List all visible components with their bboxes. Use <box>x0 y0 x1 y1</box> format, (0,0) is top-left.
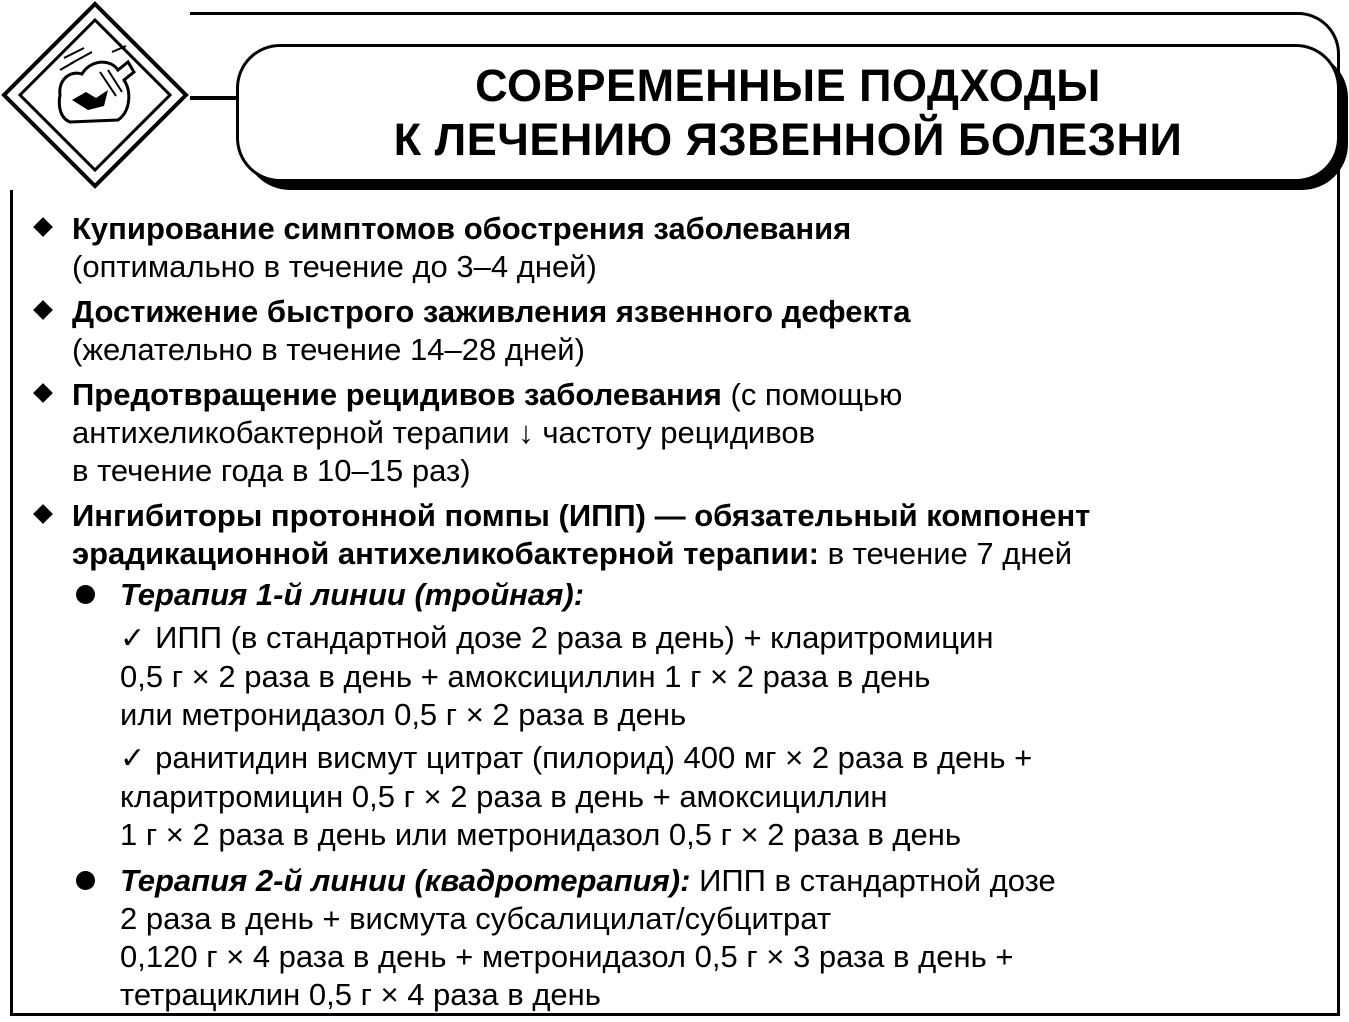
checkmark-icon: ✓ <box>120 742 146 775</box>
item-text: антихеликобактерной терапии ↓ частоту рецидивов <box>72 415 816 450</box>
therapy-2 <box>70 862 1334 1014</box>
item-text: в течение 7 дней <box>827 536 1073 571</box>
therapy-title: Терапия 1-й линии (тройная): <box>120 577 585 612</box>
therapy-text: 1 г × 2 раза в день или метронидазол 0,5 г × 2 раза в день <box>120 817 961 852</box>
therapy-text: ИПП (в стандартной дозе 2 раза в день) + кларитромицин <box>155 620 994 655</box>
therapy-text: тетрациклин 0,5 г × 4 раза в день <box>120 977 601 1012</box>
therapy-text: кларитромицин 0,5 г × 2 раза в день + амоксициллин <box>120 779 888 814</box>
diamond-bullet-icon <box>33 504 53 524</box>
therapy-text: ИПП в стандартной дозе <box>699 863 1056 898</box>
therapy-text: 0,120 г × 4 раза в день + метронидазол 0,5 г × 3 раза в день + <box>120 939 1014 974</box>
therapy-text: 0,5 г × 2 раза в день + амоксициллин 1 г × 2 раза в день <box>120 659 931 694</box>
list-item <box>34 210 1334 286</box>
list-item <box>34 293 1334 369</box>
therapy-title: Терапия 2-й линии (квадротерапия): <box>120 863 691 898</box>
round-bullet-icon <box>76 871 95 890</box>
checkmark-icon: ✓ <box>120 622 146 655</box>
therapy-option <box>120 739 1334 854</box>
item-text: (с помощью <box>730 377 903 412</box>
emblem <box>0 0 190 190</box>
item-text: (желательно в течение 14–28 дней) <box>72 332 585 367</box>
item-heading: Предотвращение рецидивов заболевания <box>72 377 722 412</box>
page-title-line-2: К ЛЕЧЕНИЮ ЯЗВЕННОЙ БОЛЕЗНИ <box>393 114 1183 165</box>
list-item <box>34 497 1334 573</box>
therapy-1 <box>70 576 1334 854</box>
round-bullet-icon <box>76 585 95 604</box>
content <box>34 210 1334 1014</box>
item-heading: Ингибиторы протонной помпы (ИПП) — обязательный компонент <box>72 498 1091 533</box>
therapy-option <box>120 619 1334 734</box>
therapy-text: или метронидазол 0,5 г × 2 раза в день <box>120 697 687 732</box>
title-banner <box>236 44 1340 182</box>
item-text: в течение года в 10–15 раз) <box>72 453 471 488</box>
diamond-bullet-icon <box>33 300 53 320</box>
therapy-text: 2 раза в день + висмута субсалицилат/субцитрат <box>120 901 832 936</box>
item-text: (оптимально в течение до 3–4 дней) <box>72 249 597 284</box>
item-heading: Достижение быстрого заживления язвенного дефекта <box>72 294 911 329</box>
connector-line <box>185 96 240 100</box>
page-title-line-1: СОВРЕМЕННЫЕ ПОДХОДЫ <box>475 60 1101 111</box>
list-item <box>34 376 1334 490</box>
diamond-bullet-icon <box>33 383 53 403</box>
therapy-text: ранитидин висмут цитрат (пилорид) 400 мг × 2 раза в день + <box>155 740 1033 775</box>
stomach-illustration-icon <box>0 0 190 190</box>
diamond-bullet-icon <box>33 217 53 237</box>
item-heading: Купирование симптомов обострения заболевания <box>72 211 852 246</box>
item-heading: эрадикационной антихеликобактерной терапии: <box>72 536 819 571</box>
